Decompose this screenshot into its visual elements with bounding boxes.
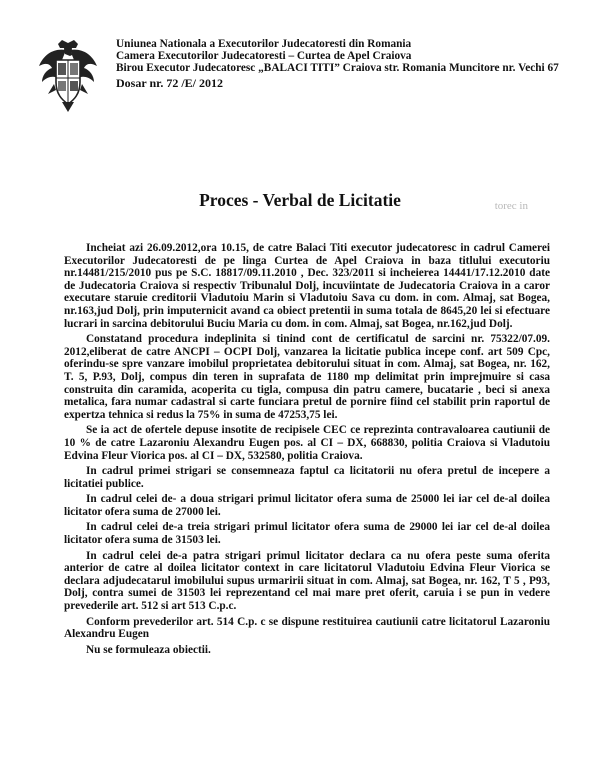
union-name: Uniunea Nationala a Executorilor Judecatoresti din Romania [116,38,412,50]
chamber-name: Camera Executorilor Judecatoresti – Curtea de Apel Craiova [116,50,412,62]
paragraph-property: Constatand procedura indeplinita si tinind cont de certificatul de sarcini nr. 75322/07.09. 2012,eliberat de catre ANCPI – OCPI Dolj, vanzarea la licitatie publica incepe conf. art 509 Cpc, oferindu-se spre vanzare imobilul proprietatea debitorului situat in com. Almaj, sat Bogea, nr. 162, T. 5, P.93, Dolj, compus din teren in suprafata de 1180 mp delimitat prin imprejmuire si casa construita din caramida, acoperita cu tigla, compusa din patru camere, bucatarie , beci si anexa metalica, fara numar cadastral si carte funciara pretul de pornire fiind cel stabilit prin raportul de expertza tehnica si redus la 75% in suma de 47253,75 lei. [64,333,550,421]
letterhead-text [116,38,596,90]
paragraph-fourth-call: In cadrul celei de-a patra strigari primul licitator declara ca nu ofera peste suma oferita anterior de catre al doilea licitator context in care licitatorul Vladutoiu Edvina Fleur Viorica se declara adjudecatarul imobilului supus urmaririi situat in com. Almaj, sat Bogea, nr. 162, T 5 , P93, Dolj, contra sumei de 31503 lei reprezentand cel mai mare pret oferit, caruia i se pun in vedere prevederile art. 512 si art 513 C.p.c. [64,549,550,613]
paragraph-intro: Incheiat azi 26.09.2012,ora 10.15, de catre Balaci Titi executor judecatoresc in cadrul Camerei Executorilor Judecatoresti de pe linga Curtea de Apel Craiova in baza titlului executoriu nr.14481/215/2010 pus pe S.C. 18817/09.11.2010 , Dec. 323/2011 si incheierea 14441/17.12.2010 date de Judecatoria Craiova si respectiv Tribunalul Dolj, incuviintate de Judecatoria Craiova in a caror executare staruie creditorii Vladutoiu Marin si Vladutoiu Sava cu dom. in com. Almaj, sat Bogea, nr.163,jud Dolj, prin imputernicit avand ca obiect pretentii in suma totala de 8645,20 lei si efectuare lucrari in sarcina debitorului Buciu Maria cu dom. in com. Almaj, sat Bogea, nr.162,jud Dolj. [64,242,550,330]
paragraph-third-call: In cadrul celei de-a treia strigari primul licitator ofera suma de 29000 lei iar cel de-al doilea licitator ofera suma de 31503 lei. [64,521,550,547]
romania-coat-of-arms-icon [36,38,100,114]
office-address: Birou Executor Judecatoresc „BALACI TITI” Craiova str. Romania Muncitore nr. Vechi 67 [116,62,559,74]
document-body [64,242,550,659]
paragraph-second-call: In cadrul celei de- a doua strigari primul licitator ofera suma de 25000 lei iar cel de-al doilea licitator ofera suma de 27000 lei. [64,493,550,518]
paragraph-first-call: In cadrul primei strigari se consemneaza faptul ca licitatorii nu ofera pretul de incepere a licitatiei publice. [64,465,550,490]
case-number: Dosar nr. 72 /E/ 2012 [116,76,224,90]
paragraph-no-objections: Nu se formuleaza obiectii. [86,643,211,656]
paragraph-refund: Conform prevederilor art. 514 C.p. c se dispune restituirea cautiunii catre licitatorul Lazaroniu Alexandru Eugen [64,615,550,641]
paragraph-offers: Se ia act de ofertele depuse insotite de recipisele CEC ce reprezinta contravaloarea cautiunii de 10 % de catre Lazaroniu Alexandru Eugen pos. al CI – DX, 668830, politia Craiova si Vladutoiu Edvina Fleur Viorica pos. al CI – DX, 532580, politia Craiova. [64,424,550,462]
document-title: Proces - Verbal de Licitatie [199,190,401,210]
faded-text: torec in [494,200,528,212]
